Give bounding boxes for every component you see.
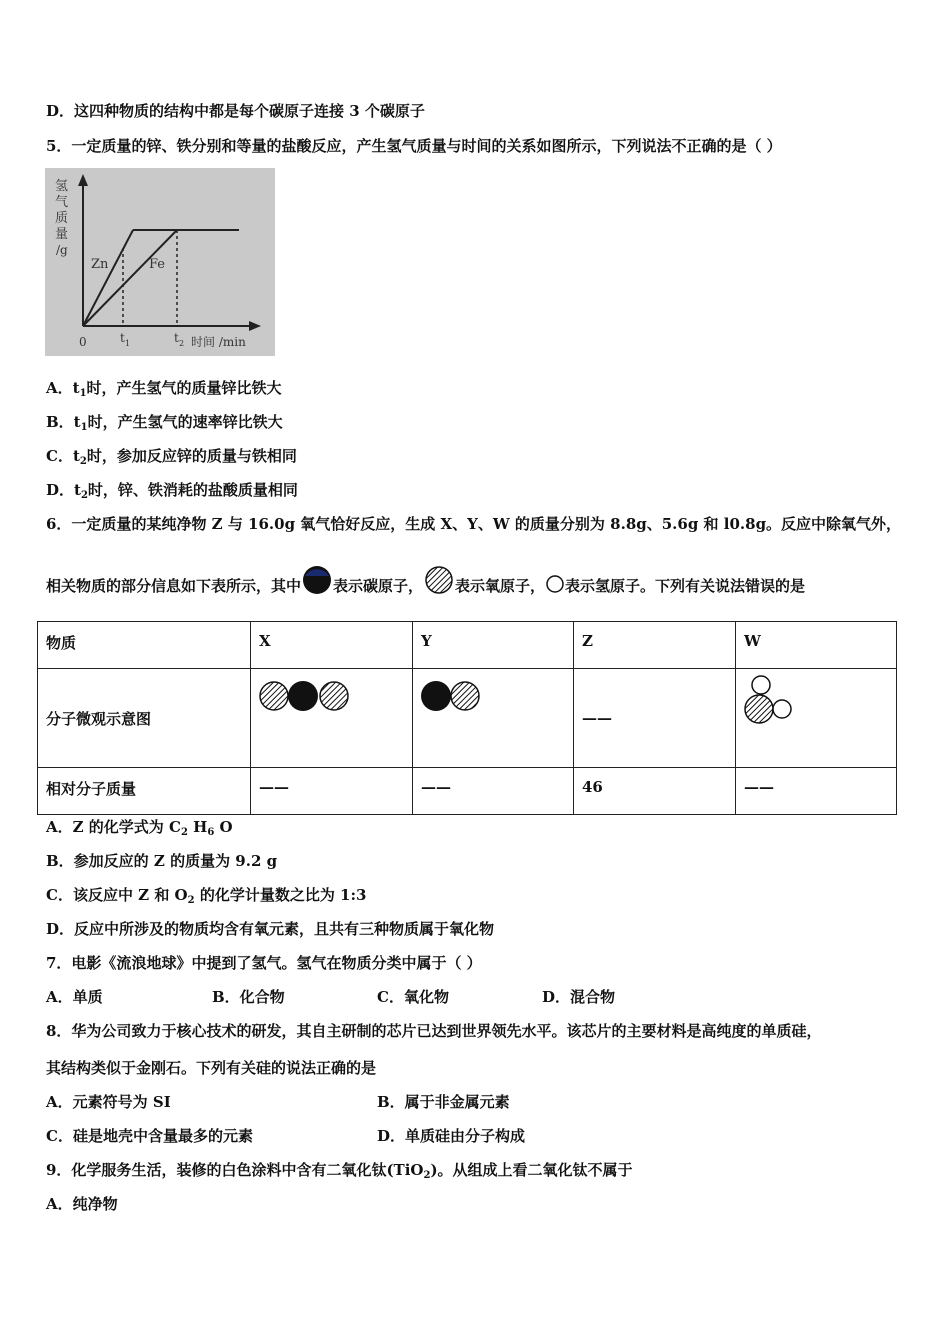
q6-option-b: B．参加反应的 Z 的质量为 9.2 g (46, 852, 278, 870)
molecule-w (736, 669, 897, 768)
q6-option-a: A．Z 的化学式为 $C_2$ $H_6$ O (46, 818, 233, 838)
table-cell: 46 (574, 768, 736, 815)
table-cell: —— (736, 768, 897, 815)
q7-option-b: B．化合物 (212, 988, 285, 1006)
q5-label-fe: Fe (149, 257, 166, 272)
co2-molecule-icon (259, 679, 359, 719)
q7-option-a: A．单质 (46, 988, 103, 1006)
water-molecule-icon (744, 675, 804, 731)
molecule-y (413, 669, 574, 768)
molecule-x (251, 669, 413, 768)
q5-t2: t (174, 331, 179, 345)
q5-label-zn: Zn (91, 257, 109, 272)
q9-option-a: A．纯净物 (46, 1195, 118, 1213)
q8-option-c: C．硅是地壳中含量最多的元素 (46, 1127, 253, 1145)
q5-option-c: C．$t_2$时，参加反应锌的质量与铁相同 (46, 447, 297, 467)
q5-ylabel-1: 氢 (55, 179, 69, 194)
q5-option-a: A．$t_1$时，产生氢气的质量锌比铁大 (46, 379, 282, 399)
q5-graph (45, 168, 275, 356)
hydrogen-atom-icon (545, 574, 565, 594)
table-header-cell: Z (574, 622, 736, 669)
q8-option-b: B．属于非金属元素 (377, 1093, 510, 1111)
table-header-cell: W (736, 622, 897, 669)
q5-t1-sub: 1 (125, 339, 131, 348)
q9-stem: 9．化学服务生活，装修的白色涂料中含有二氧化钛(TiO$_2$)。从组成上看二氧化钛不属于 (46, 1161, 633, 1181)
table-cell: 相对分子质量 (38, 768, 251, 815)
q5-ylabel-2: 气 (55, 195, 69, 210)
q6-stem-line1: 6．一定质量的某纯净物 Z 与 16.0g 氧气恰好反应，生成 X、Y、W 的质量分别为 8.8g、5.6g 和 l0.8g。反应中除氧气外， (46, 515, 902, 533)
q7-option-d: D．混合物 (542, 988, 616, 1006)
q6-stem-line2: 相关物质的部分信息如下表所示，其中 表示碳原子， 表示氧原子， 表示氢原子。下列有关说法错误的是 (46, 576, 805, 596)
q7-stem: 7．电影《流浪地球》中提到了氢气。氢气在物质分类中属于（ ） (46, 954, 482, 972)
carbon-atom-icon (301, 564, 333, 596)
table-header-cell: X (251, 622, 413, 669)
q8-option-d: D．单质硅由分子构成 (377, 1127, 526, 1145)
table-row (38, 622, 897, 669)
oxygen-atom-icon (423, 564, 455, 596)
table-cell: 分子微观示意图 (38, 669, 251, 768)
q5-xlabel: 时间 /min (191, 335, 246, 349)
q5-origin: 0 (79, 335, 87, 349)
table-cell: —— (574, 669, 736, 768)
q8-option-a: A．元素符号为 SI (46, 1093, 171, 1111)
q5-stem: 5．一定质量的锌、铁分别和等量的盐酸反应，产生氢气质量与时间的关系如图所示，下列说法不正确的是（ ） (46, 137, 782, 155)
q5-ylabel-5: /g (56, 243, 68, 257)
q5-t2-sub: 2 (179, 339, 185, 348)
table-cell: —— (413, 768, 574, 815)
q6-table (37, 621, 897, 815)
table-header-cell: 物质 (38, 622, 251, 669)
q5-ylabel-3: 质 (55, 211, 69, 226)
q6-option-d: D．反应中所涉及的物质均含有氧元素，且共有三种物质属于氧化物 (46, 920, 495, 938)
q5-option-b: B．$t_1$时，产生氢气的速率锌比铁大 (46, 413, 283, 433)
q4-option-d: D．这四种物质的结构中都是每个碳原子连接 3 个碳原子 (46, 102, 425, 120)
q5-t1: t (120, 331, 125, 345)
q5-option-d: D．$t_2$时，锌、铁消耗的盐酸质量相同 (46, 481, 298, 501)
co-molecule-icon (421, 679, 491, 719)
table-cell: —— (251, 768, 413, 815)
q6-option-c: C．该反应中 Z 和 $O_2$ 的化学计量数之比为 1:3 (46, 886, 367, 906)
table-header-cell: Y (413, 622, 574, 669)
table-row (38, 669, 897, 768)
q5-ylabel-4: 量 (55, 227, 69, 242)
q7-option-c: C．氧化物 (377, 988, 449, 1006)
q8-stem-line2: 其结构类似于金刚石。下列有关硅的说法正确的是 (46, 1059, 377, 1077)
q8-stem-line1: 8．华为公司致力于核心技术的研发，其自主研制的芯片已达到世界领先水平。该芯片的主要材料是高纯度的单质硅， (46, 1022, 822, 1040)
table-row (38, 768, 897, 815)
